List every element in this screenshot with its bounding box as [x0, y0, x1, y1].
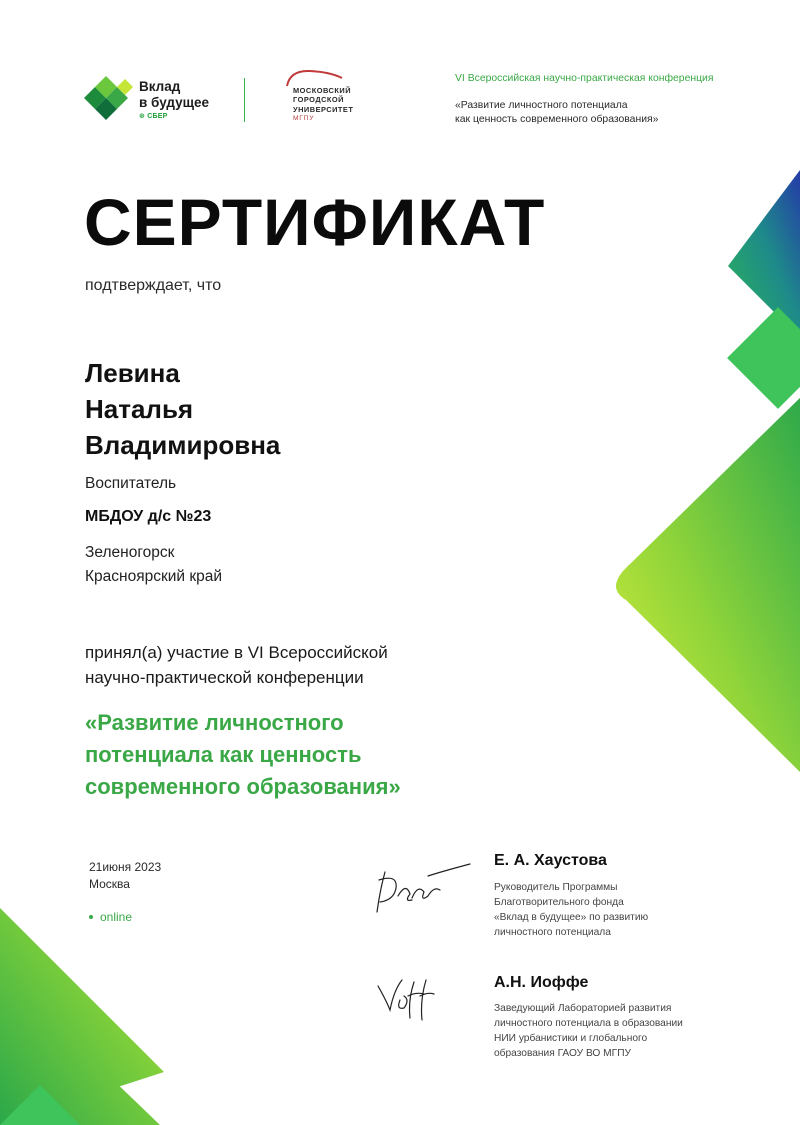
signatory-1-title	[494, 880, 648, 940]
certificate-title: СЕРТИФИКАТ	[84, 185, 546, 259]
signatory-2-title	[494, 1001, 683, 1061]
signatory-2-title-line: Заведующий Лабораторией развития	[494, 1003, 672, 1014]
university-line3: УНИВЕРСИТЕТ	[293, 104, 354, 114]
sber-label: ⊛ СБЕР	[139, 113, 168, 120]
recipient-patronymic: Владимировна	[85, 430, 281, 460]
recipient-first-name: Наталья	[85, 394, 194, 424]
topic-line2: потенциала как ценность	[85, 742, 362, 767]
recipient-city: Зеленогорск	[85, 544, 175, 561]
university-line2: ГОРОДСКОЙ	[293, 95, 344, 105]
signatory-2-title-line: образования ГАОУ ВО МГПУ	[494, 1048, 631, 1059]
topic-line1: «Развитие личностного	[85, 710, 344, 735]
vklad-logo-line2: в будущее	[139, 95, 210, 110]
signatory-2-title-line: НИИ урбанистики и глобального	[494, 1033, 648, 1044]
signatory-1-title-line: Руководитель Программы	[494, 882, 618, 893]
participation-line2: научно-практической конференции	[85, 668, 364, 687]
recipient-position: Воспитатель	[85, 475, 177, 492]
conference-topic-line2: как ценность современного образования»	[455, 114, 659, 125]
topic-line3: современного образования»	[85, 774, 401, 799]
signatory-1-name: Е. А. Хаустова	[494, 852, 607, 869]
recipient-region: Красноярский край	[85, 568, 223, 585]
signature-1	[377, 864, 470, 912]
university-line1: МОСКОВСКИЙ	[293, 86, 352, 95]
event-place: Москва	[89, 877, 130, 891]
recipient-surname: Левина	[85, 358, 180, 388]
signatory-2-title-line: личностного потенциала в образовании	[494, 1018, 683, 1029]
university-abbr: МГПУ	[293, 115, 315, 122]
conference-name: VI Всероссийская научно-практическая конференция	[455, 73, 714, 84]
event-date: 21июня 2023	[89, 860, 162, 874]
event-format-text: online	[100, 910, 133, 924]
sber-label-text: СБЕР	[147, 113, 168, 120]
signature-2	[378, 980, 434, 1020]
signatory-2-name: А.Н. Иоффе	[494, 974, 589, 991]
signatory-1-title-line: личностного потенциала	[494, 927, 611, 938]
recipient-organization: МБДОУ д/с №23	[85, 508, 212, 525]
signatory-1-title-line: Благотворительного фонда	[494, 897, 624, 908]
vklad-logo-line1: Вклад	[139, 79, 181, 94]
participation-line1: принял(а) участие в VI Всероссийской	[85, 643, 388, 662]
conference-topic-line1: «Развитие личностного потенциала	[455, 100, 628, 111]
signatory-1-title-line: «Вклад в будущее» по развитию	[494, 912, 649, 923]
confirms-text: подтверждает, что	[85, 277, 222, 294]
